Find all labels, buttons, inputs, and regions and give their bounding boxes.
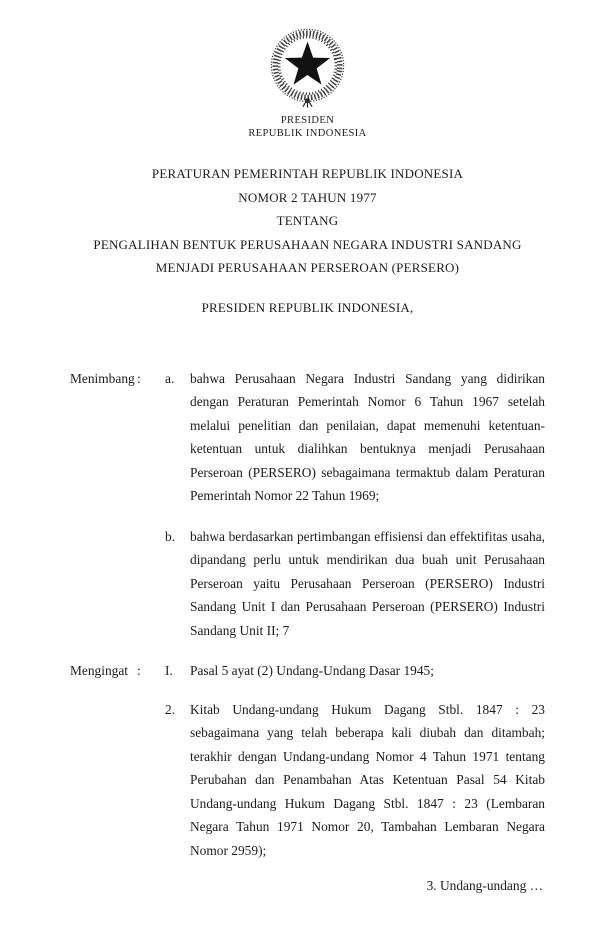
republik-indonesia-label: REPUBLIK INDONESIA (248, 127, 367, 139)
salutation-line: PRESIDEN REPUBLIK INDONESIA, (201, 299, 414, 315)
mengingat-section (70, 659, 545, 862)
title-line-subject-1: PENGALIHAN BENTUK PERUSAHAAN NEGARA INDUSTRI SANDANG (93, 236, 522, 252)
item-text: bahwa Perusahaan Negara Industri Sandang yang didirikan dengan Peraturan Pemerintah Nomor 6 Tahun 1967 setelah melalui penelitian dan penilaian, dapat memenuhi ketentuan-ketentuan untuk dialihkan bentuknya menjadi Perusahaan Perseroan (PERSERO) sebagaimana termaktub dalam Peraturan Pemerintah Nomor 22 Tahun 1969; (190, 370, 545, 503)
title-line-tentang: TENTANG (276, 213, 339, 228)
presiden-label: PRESIDEN (280, 115, 335, 126)
colon-separator: : (137, 370, 141, 386)
title-line-subject-2: MENJADI PERUSAHAAN PERSEROAN (PERSERO) (155, 260, 460, 275)
item-text: Pasal 5 ayat (2) Undang-Undang Dasar 1945; (190, 663, 434, 678)
item-marker: b. (165, 528, 176, 544)
title-line-regulation: PERATURAN PEMERINTAH REPUBLIK INDONESIA (151, 166, 464, 181)
item-text: Kitab Undang-undang Hukum Dagang Stbl. 1847 : 23 sebagaimana yang telah beberapa kali diubah dan ditambah; terakhir dengan Undang-undang Nomor 4 Tahun 1971 tentang Perubahan dan Penambahan Atas Ketentuan Pasal 54 Kitab Undang-undang Hukum Dagang Stbl. 1847 : 23 (Lembaran Negara Tahun 1971 Nomor 20, Tambahan Lembaran Negara Nomor 2959); (190, 701, 545, 858)
list-item-a (165, 367, 545, 508)
title-line-number: NOMOR 2 TAHUN 1977 (238, 189, 377, 205)
list-item-1 (165, 659, 545, 683)
letterhead (70, 27, 545, 140)
item-marker: 2. (165, 701, 176, 717)
mengingat-label: Mengingat (70, 663, 129, 678)
list-item-2 (165, 698, 545, 863)
item-text: bahwa berdasarkan pertimbangan effisiensi dan effektifitas usaha, dipandang perlu untuk mendirikan dua buah unit Perusahaan Perseroan yaitu Perusahaan Perseroan (PERSERO) Industri Sandang Unit I dan Perusahaan Perseroan (PERSERO) Industri Sandang Unit II; 7 (190, 528, 545, 638)
mengingat-items (165, 659, 545, 862)
item-marker: a. (165, 370, 175, 386)
colon-separator: : (137, 663, 141, 678)
menimbang-label: Menimbang (70, 370, 135, 386)
menimbang-section (70, 367, 545, 643)
star-wreath-seal-icon (269, 27, 346, 113)
item-marker: I. (165, 663, 173, 678)
menimbang-items (165, 367, 545, 643)
regulation-title (70, 162, 545, 280)
list-item-b (165, 525, 545, 643)
continuation-catchword: 3. Undang-undang … (426, 878, 543, 893)
star-glyph (285, 42, 330, 85)
